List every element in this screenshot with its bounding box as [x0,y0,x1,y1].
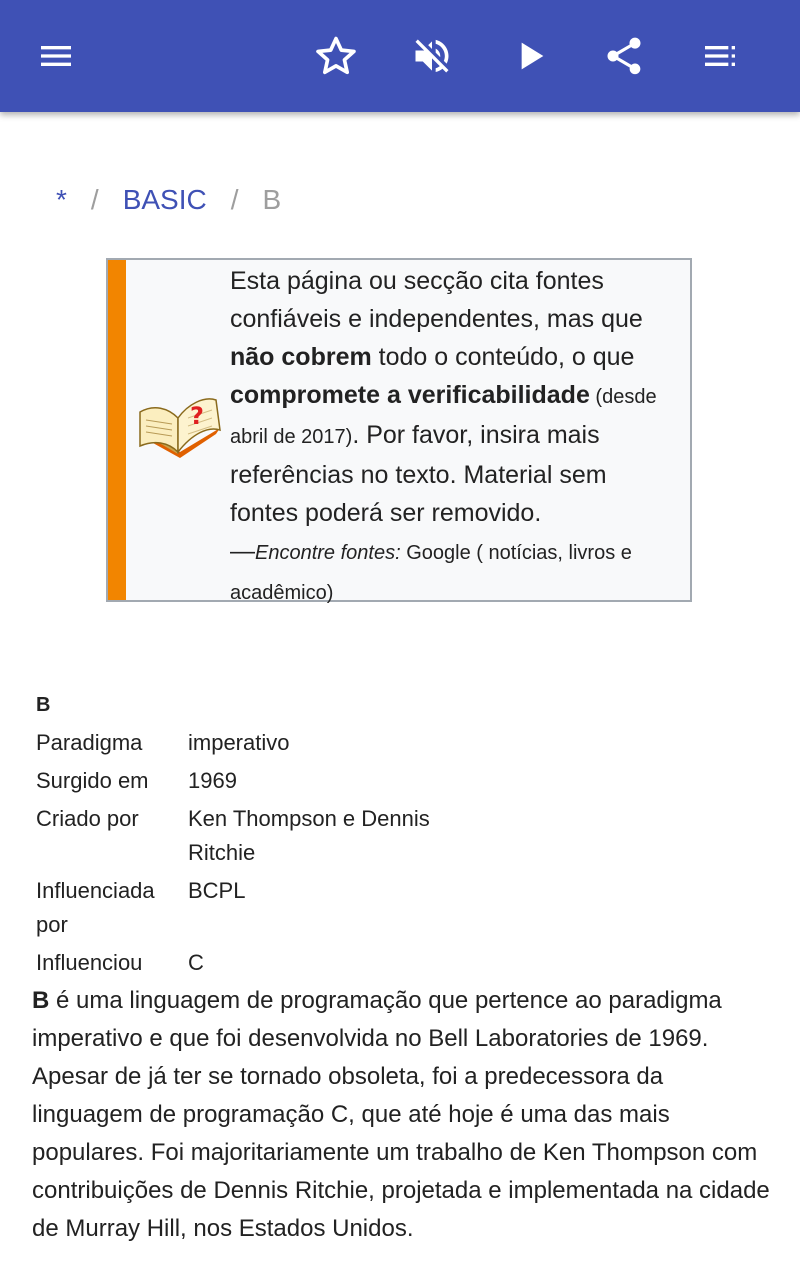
favorite-button[interactable] [304,24,368,88]
infobox-caption: B [36,694,51,716]
star-outline-icon [314,34,358,78]
infobox-label: Criado por [36,806,139,831]
mute-button[interactable] [400,24,464,88]
notice-bold-phrase: não cobrem [230,343,372,371]
breadcrumb [56,180,281,220]
infobox-label: Paradigma [36,730,143,755]
breadcrumb-current: B [262,184,282,215]
infobox-label: Influenciada por [36,878,155,937]
share-icon [602,34,646,78]
infobox-value: 1969 [188,768,237,793]
breadcrumb-separator: / [90,184,99,215]
find-sources-links[interactable]: Google ( notícias, livros e acadêmico) [230,542,632,604]
notice-bold-phrase: compromete a verificabilidade [230,381,590,409]
infobox-row [36,802,466,870]
share-button[interactable] [592,24,656,88]
infobox-value[interactable]: imperativo [188,730,290,755]
infobox [36,688,466,980]
play-button[interactable] [498,24,562,88]
svg-text:?: ? [190,402,204,430]
breadcrumb-separator: / [230,184,239,215]
notice-text: Esta página ou secção cita fontes confiáveis e independentes, mas que não cobrem todo o conteúdo, o que compromete a verificabilidade (desde abril de 2017). Por favor, insira mais referências no texto. Material sem fontes poderá ser removido. —Encontre fontes: Google ( notícias, livros e acadêmico) [230,267,657,604]
infobox-label: Surgido em [36,768,149,793]
toc-button[interactable] [688,24,752,88]
app-bar [0,0,800,112]
play-icon [510,36,550,76]
infobox-label: Influenciou [36,950,143,975]
infobox-row [36,726,466,760]
notice-accent-bar [108,260,126,600]
infobox-value[interactable]: BCPL [188,878,246,903]
list-icon [700,36,740,76]
volume-off-icon [410,34,454,78]
menu-button[interactable] [24,24,88,88]
infobox-value[interactable]: Ken Thompson e Dennis Ritchie [188,806,430,865]
notice-date: (desde abril de 2017) [230,386,657,448]
menu-icon [36,36,76,76]
article-term: B [32,987,50,1014]
breadcrumb-root-link[interactable]: * [56,184,67,215]
infobox-row [36,946,466,980]
book-question-icon [136,390,224,466]
infobox-row [36,764,466,798]
infobox-value[interactable]: C [188,950,204,975]
infobox-row [36,874,466,942]
find-sources-label: Encontre fontes: [255,542,401,564]
article-paragraph [32,982,772,1248]
citation-notice [106,258,692,602]
article-body-text: é uma linguagem de programação que pertence ao paradigma imperativo e que foi desenvolvida no Bell Laboratories de 1969. Apesar de já ter se tornado obsoleta, foi a predecessora da linguagem de programação C, que até hoje é uma das mais populares. Foi majoritariamente um trabalho de Ken Thompson com contribuições de Dennis Ritchie, projetada e implementada na cidade de Murray Hill, nos Estados Unidos. [32,987,770,1242]
breadcrumb-parent-link[interactable]: BASIC [122,184,207,215]
find-sources-dash: — [230,537,255,565]
